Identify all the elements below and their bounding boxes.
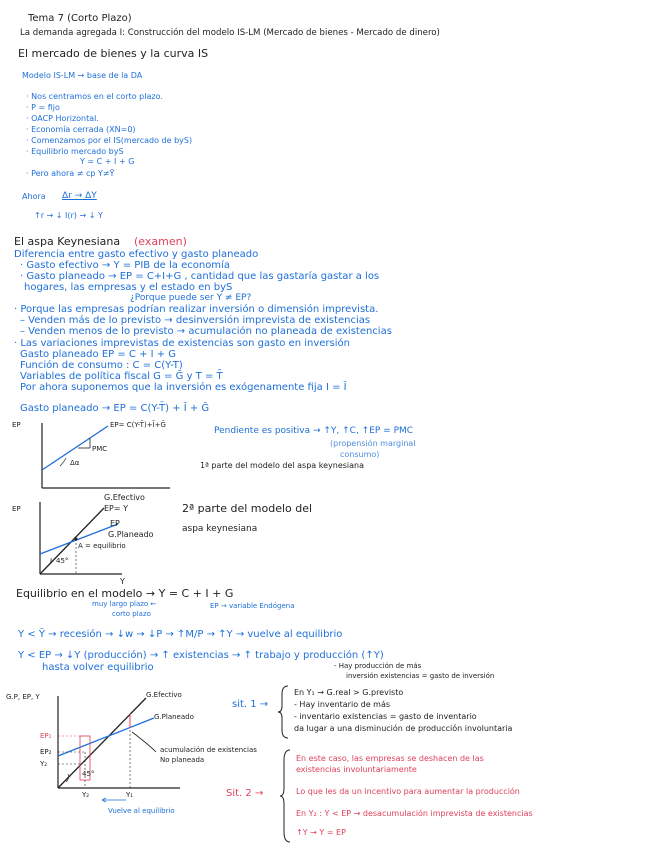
bullet: · P = fijo [26,103,60,112]
recesion-line: Y < Ȳ → recesión → ↓w → ↓P → ↑M/P → ↑Y → vuelve al equilibrio [18,629,343,640]
sit-2-label: Sit. 2 → [226,788,264,799]
g3-x-y2: Y₂ [82,791,90,799]
endogena: EP → variable Endógena [210,602,295,610]
g3-acum-2: No planeada [160,756,205,764]
text-line: Gasto planeado EP = C + I + G [20,349,177,360]
text-line: – Venden más de lo previsto → desinversión imprevista de existencias [20,315,371,326]
g2-part-1: 2ª parte del modelo del [182,502,313,515]
g1-angle: Δα [70,459,80,467]
sit-1-label: sit. 1 → [232,699,269,710]
consumo: consumo) [340,450,380,459]
g2-gefectivo: G.Efectivo [104,493,145,502]
text-line: ¿Porque puede ser Y ≠ EP? [130,293,252,303]
text-line: hogares, las empresas y el estado en byS [24,282,233,293]
propension: (propensión marginal [330,439,416,448]
exam-tag: (examen) [134,235,187,248]
text-line: · Gasto efectivo → Y = PIB de la economía [20,260,230,271]
g3-acum-1: acumulación de existencias [160,746,257,754]
y-ep-line-2: hasta volver equilibrio [42,662,154,673]
g1-pmc: PMC [92,445,108,453]
sit-1-line: En Y₁ → G.real > G.previsto [294,688,404,697]
text-line: – Venden menos de lo previsto → acumulación no planeada de existencias [20,326,392,337]
text-line: Función de consumo : C = C(Y-T) [20,360,183,371]
g2-ylabel: EP [12,505,21,513]
model-line: Modelo IS-LM → base de la DA [22,71,143,80]
pendiente: Pendiente es positiva → ↑Y, ↑C, ↑EP = PMC [214,426,414,436]
note-1: - Hay producción de más [334,662,422,670]
sit-1-line: - Hay inventario de más [294,700,391,709]
y-ep-line: Y < EP → ↓Y (producción) → ↑ existencias → ↑ trabajo y producción (↑Y) [18,650,384,661]
g2-equilibrio: A = equilibrio [78,542,126,550]
g2-epy: EP= Y [104,504,129,513]
equilibrio-line: Equilibrio en el modelo → Y = C + I + G [16,587,234,600]
sit-1-brace [278,684,292,740]
g2-ep: EP [110,519,120,528]
gasto-equation: Gasto planeado → EP = C(Y-T̄) + Ī + Ḡ [20,403,210,414]
sit-1-line: da lugar a una disminución de producción involuntaria [294,724,513,733]
g3-x-y1: Y₁ [126,791,134,799]
corto-plazo: corto plazo [112,610,151,618]
g2-xlabel: Y [120,577,125,586]
g3-ep1: EP₁ [40,732,52,740]
text-line: · Porque las empresas podrían realizar inversión o dimensión imprevista. [14,304,379,315]
text-line: · Las variaciones imprevistas de existencias son gasto en inversión [14,338,350,349]
bullet: · Equilibrio mercado byS [26,147,124,156]
g3-angle: 45° [82,770,95,778]
bullet: · Comenzamos por el IS(mercado de byS) [26,136,193,145]
sit-2-line: ↑Y → Y = EP [296,828,346,837]
sit-2-line: En Y₂ : Y < EP → desacumulación imprevista de existencias [296,809,533,818]
note-2: inversión existencias = gasto de inversión [346,672,495,680]
g3-y2: Y₂ [40,760,48,768]
g3-ep2: EP₂ [40,748,52,756]
text-line: · Gasto planeado → EP = C+I+G , cantidad que las gastaría gastar a los [20,271,380,282]
g3-ylabel: G.P, EP, Y [6,693,40,701]
ahora-expr: Δr → ΔY [62,191,97,201]
bullet: · Nos centramos en el corto plazo. [26,92,163,101]
g3-gplaneado: G.Planeado [154,713,194,721]
text-line: Diferencia entre gasto efectivo y gasto planeado [14,249,259,260]
sit-2-line: En este caso, las empresas se deshacen de las [296,754,484,763]
bullet: · OACP Horizontal. [26,114,99,123]
chain: ↑r → ↓ I(r) → ↓ Y [34,211,103,220]
sit-2-brace [280,748,294,844]
g1-line-label: EP= C(Y-T̄)+Ī+Ḡ [110,421,166,429]
ahora-label: Ahora [22,192,46,201]
sit-1-line: - inventario existencias = gasto de inventario [294,712,477,721]
page-title: Tema 7 (Corto Plazo) [28,13,132,24]
text-line: Por ahora suponemos que la inversión es exógenamente fija I = Ī [20,382,347,393]
graph-1 [20,418,200,498]
g1-part: 1ª parte del modelo del aspa keynesiana [200,461,365,470]
sit-2-line: Lo que les da un incentivo para aumentar la producción [296,787,520,796]
g2-angle: 45° [56,557,69,565]
largo-plazo: muy largo plazo ← [92,600,157,608]
g3-volver: Vuelve al equilibrio [108,807,175,815]
section-heading-aspa: El aspa Keynesiana [14,235,121,248]
bullet: · Economía cerrada (XN=0) [26,125,136,134]
section-heading-is: El mercado de bienes y la curva IS [18,47,209,60]
g3-gefectivo: G.Efectivo [146,691,182,699]
bullet: · Pero ahora ≠ cp Y≠Ȳ [26,169,115,178]
equation: Y = C + I + G [80,157,135,166]
text-line: Variables de política fiscal G = Ḡ y T = T̄ [20,371,223,382]
g2-part-2: aspa keynesiana [182,524,258,534]
g2-gplaneado: G.Planeado [108,530,154,539]
sit-2-line: existencias involuntariamente [296,765,417,774]
page-subtitle: La demanda agregada I: Construcción del modelo IS-LM (Mercado de bienes - Mercado de dinero) [20,28,440,38]
g1-ylabel: EP [12,421,21,429]
